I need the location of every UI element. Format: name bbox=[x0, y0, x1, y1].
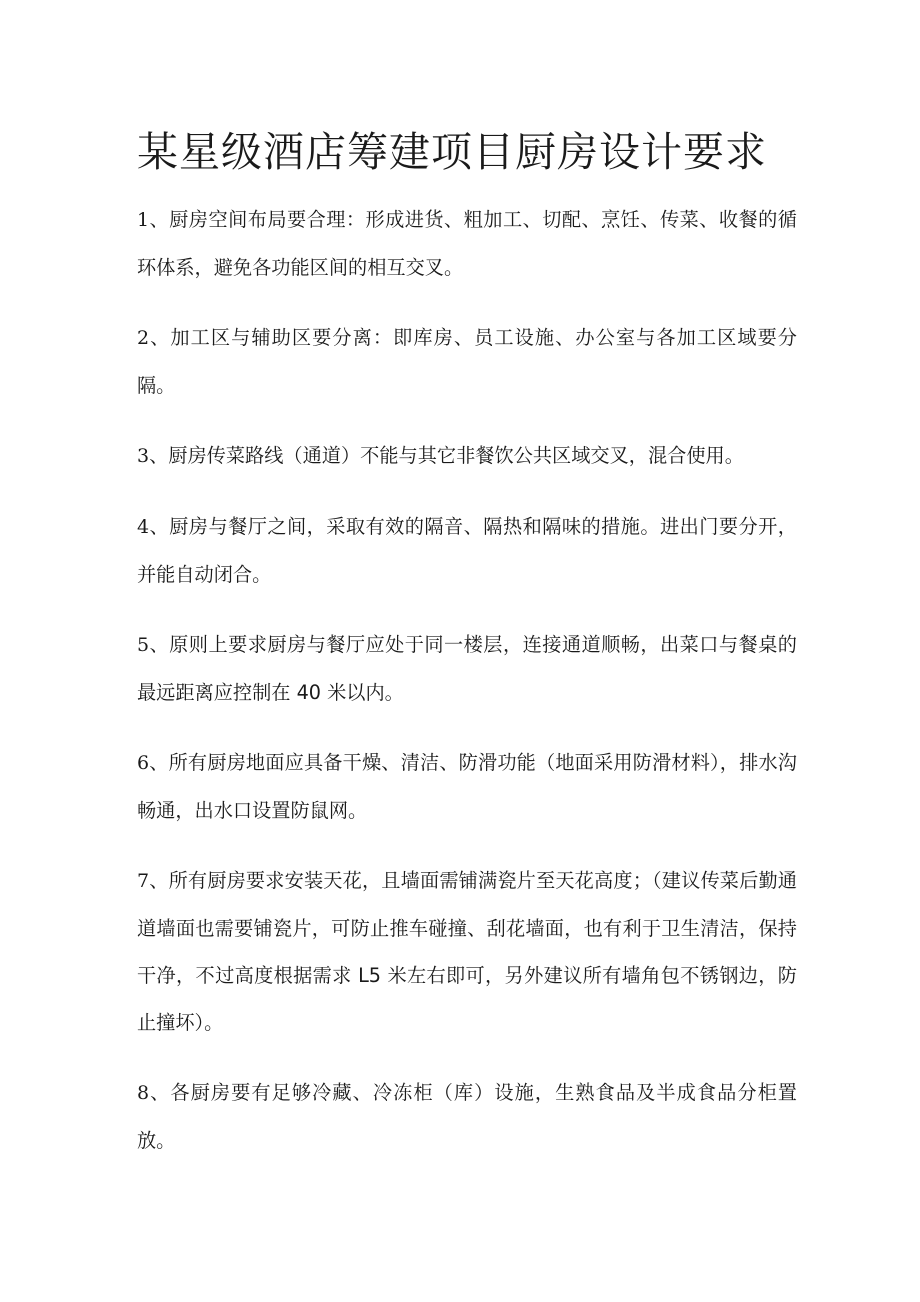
item-text: 、厨房传菜路线（通道）不能与其它非餐饮公共区域交叉，混合使用。 bbox=[149, 444, 744, 467]
item-number: 3 bbox=[137, 445, 150, 467]
requirement-item bbox=[137, 196, 797, 291]
requirement-item bbox=[137, 621, 797, 716]
item-text: 、厨房与餐厅之间，采取有效的隔音、隔热和隔味的措施。进出门要分开，并能自动闭合。 bbox=[137, 515, 797, 586]
requirement-item bbox=[137, 1069, 797, 1164]
document-title: 某星级酒店筹建项目厨房设计要求 bbox=[137, 128, 767, 176]
item-text: 、原则上要求厨房与餐厅应处于同一楼层，连接通道顺畅，出菜口与餐桌的最远距离应控制在 40 米以内。 bbox=[137, 633, 797, 704]
requirement-item bbox=[137, 857, 797, 1046]
item-number: 7 bbox=[137, 870, 150, 892]
requirement-item bbox=[137, 739, 797, 834]
requirement-item bbox=[137, 503, 797, 598]
item-text: 、厨房空间布局要合理：形成进货、粗加工、切配、烹饪、传菜、收餐的循环体系，避免各功能区间的相互交叉。 bbox=[137, 208, 797, 279]
item-number: 2 bbox=[137, 327, 150, 349]
item-number: 4 bbox=[137, 516, 150, 538]
item-text: 、所有厨房地面应具备干燥、清洁、防滑功能（地面采用防滑材料），排水沟畅通，出水口设置防鼠网。 bbox=[137, 751, 797, 822]
requirements-list bbox=[137, 196, 797, 1164]
item-number: 1 bbox=[137, 209, 150, 231]
item-number: 8 bbox=[137, 1082, 150, 1104]
requirement-item bbox=[137, 314, 797, 409]
document-page bbox=[137, 118, 797, 1187]
item-text: 、加工区与辅助区要分离：即库房、员工设施、办公室与各加工区域要分隔。 bbox=[137, 326, 797, 397]
item-text: 、各厨房要有足够冷藏、冷冻柜（库）设施，生熟食品及半成食品分柜置放。 bbox=[137, 1081, 797, 1152]
item-number: 5 bbox=[137, 634, 150, 656]
item-number: 6 bbox=[137, 752, 150, 774]
item-text: 、所有厨房要求安装天花，且墙面需铺满瓷片至天花高度；（建议传菜后勤通道墙面也需要铺瓷片，可防止推车碰撞、刮花墙面，也有利于卫生清洁，保持干净，不过高度根据需求 L5 米左右即可，另外建议所有墙角包不锈钢边，防止撞坏）。 bbox=[137, 869, 797, 1034]
requirement-item bbox=[137, 432, 797, 480]
